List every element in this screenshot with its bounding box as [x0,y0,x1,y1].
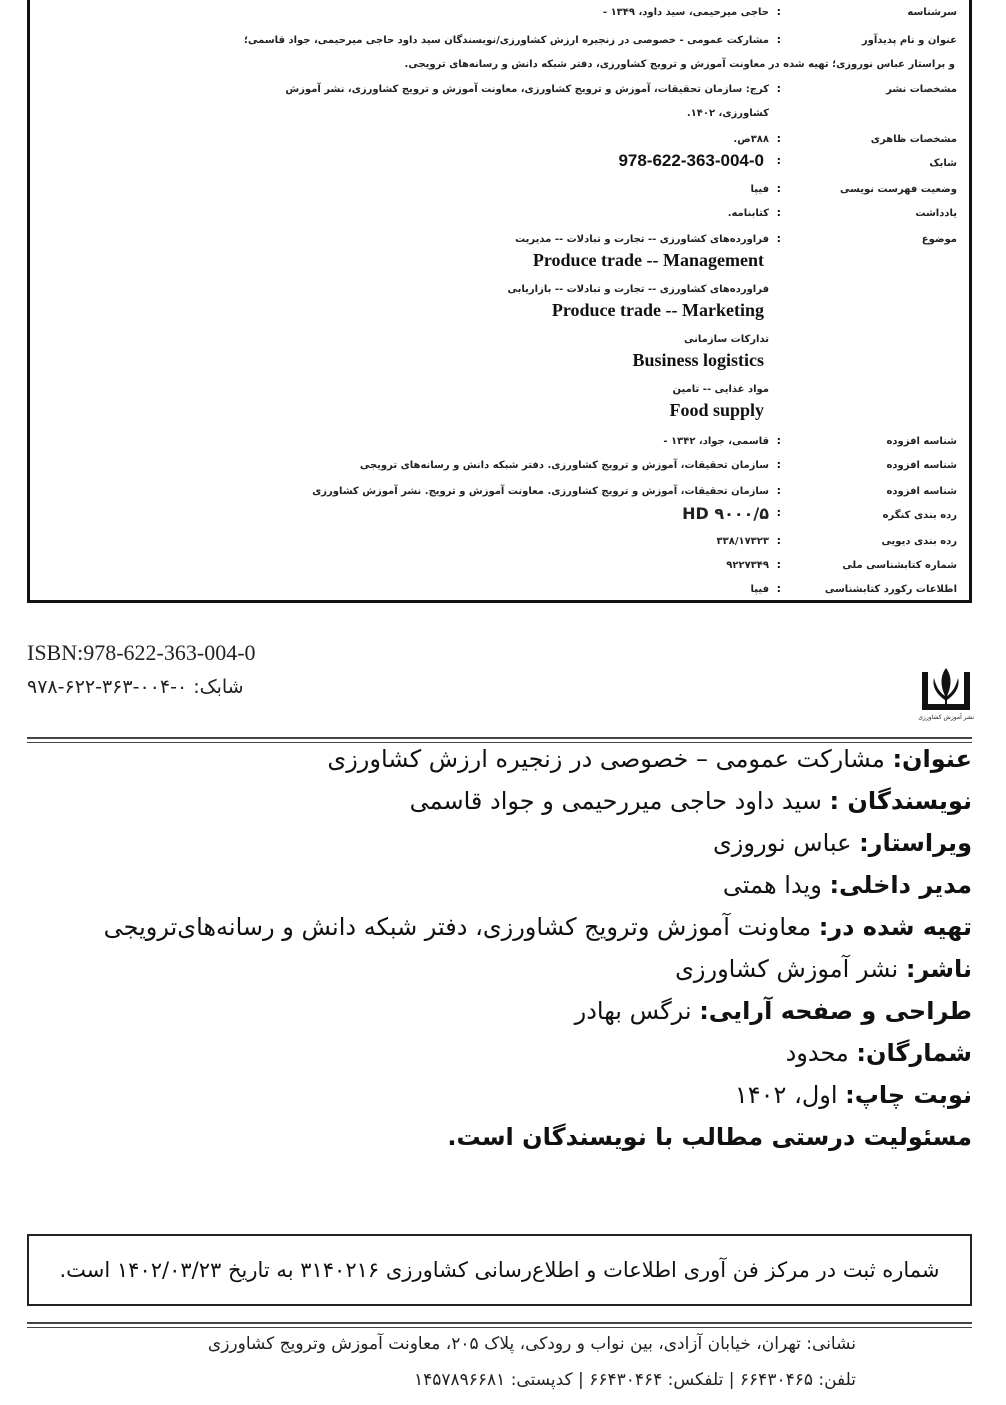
cip-label: رده بندی کنگره [882,510,957,521]
cip-label: مشخصات نشر [886,84,957,95]
credit-label: ناشر: [905,955,972,983]
credit-value: نرگس بهادر [574,997,700,1025]
credit-label: نوبت چاپ: [845,1081,972,1109]
cip-value: ۳۸۸ص. [733,134,769,145]
credit-label: طراحی و صفحه آرایی: [699,997,972,1025]
credit-line [42,906,972,948]
cip-label: شابک [929,158,957,169]
credit-label: مدیر داخلی: [829,871,972,899]
cip-colon: : [776,206,781,219]
responsibility-note: مسئولیت درستی مطالب با نویسندگان است. [447,1123,972,1151]
cip-value-continued: و براستار عباس نوروزی؛ تهیه شده در معاونت آموزش و ترویج کشاورزی، دفتر شبکه دانش و رسانه‌های ترویجی. [404,59,955,70]
footer-contact: تلفن: ۶۶۴۳۰۴۶۵ | تلفکس: ۶۶۴۳۰۴۶۴ | کدپستی: ۱۴۵۷۸۹۶۶۸۱ [413,1370,856,1390]
cip-label: سرشناسه [907,7,957,18]
cip-colon: : [776,232,781,245]
cip-colon: : [776,558,781,571]
cip-colon: : [776,132,781,145]
cip-latin-subject: Produce trade -- Marketing [551,300,764,320]
cip-colon: : [776,82,781,95]
cip-value: کتابنامه. [727,208,769,219]
cip-value-continued: کشاورزی، ۱۴۰۲. [686,108,769,119]
cip-colon: : [776,534,781,547]
cip-value: ۳۳۸/۱۷۳۲۳ [716,536,769,547]
cip-label: موضوع [921,234,957,245]
credit-line [42,864,972,906]
cip-value: سازمان تحقیقات، آموزش و ترویج کشاورزی. معاونت آموزش و ترویج. نشر آموزش کشاورزی [312,486,769,497]
cip-label: رده بندی دیویی [881,536,957,547]
cip-value: مشارکت عمومی - خصوصی در زنجیره ارزش کشاورزی/نویسندگان سید داود حاجی میرحیمی، جواد قاسمی؛ [244,35,769,46]
cip-value: فراورده‌های کشاورزی -- تجارت و تبادلات -- بازاریابی [507,284,769,295]
credit-line [42,1032,972,1074]
cip-value: فیپا [750,184,769,195]
isbn-persian: شابک: ۰-۰۰۴-۳۶۳-۶۲۲-۹۷۸ [27,676,244,698]
cip-colon: : [776,5,781,18]
cip-colon: : [776,484,781,497]
cip-colon: : [776,458,781,471]
credit-label: ویراستار: [859,829,972,857]
credit-label: شمارگان: [856,1039,972,1067]
cip-value: تدارکات سازمانی [684,334,769,345]
credit-label: تهیه شده در: [818,913,972,941]
cip-label: شناسه افزوده [886,460,957,471]
credit-value: اول، ۱۴۰۲ [734,1081,846,1109]
publisher-logo-caption: نشر آموزش کشاورزی [918,714,974,721]
cip-label: یادداشت [915,208,957,219]
isbn-latin: ISBN:978-622-363-004-0 [27,640,256,665]
credit-value: عباس نوروزی [713,829,860,857]
cip-label: شناسه افزوده [886,436,957,447]
cip-colon: : [776,182,781,195]
credit-value: نشر آموزش کشاورزی [675,955,906,983]
credit-label: نویسندگان : [829,787,972,815]
cip-label: مشخصات ظاهری [870,134,957,145]
cip-colon: : [776,33,781,46]
cip-label: اطلاعات رکورد کتابشناسی [824,584,957,595]
credit-value: ویدا همتی [722,871,830,899]
cip-label: شماره کتابشناسی ملی [842,560,957,571]
publisher-logo-icon [918,662,974,720]
credit-line [42,822,972,864]
credit-value: سید داود حاجی میررحیمی و جواد قاسمی [409,787,830,815]
cip-value: حاجی میرحیمی، سید داود، ۱۳۴۹ - [602,7,769,18]
credit-line [42,948,972,990]
cip-colon: : [776,434,781,447]
credit-value: معاونت آموزش وترویج کشاورزی، دفتر شبکه دانش و رسانه‌های‌ترویجی [103,913,819,941]
credit-line [42,1074,972,1116]
cip-value: کرج: سازمان تحقیقات، آموزش و ترویج کشاورزی، معاونت آموزش و ترویج کشاورزی، نشر آموزش [285,84,769,95]
cip-value: HD ۹۰۰۰/۵ [682,504,769,523]
credit-line [42,990,972,1032]
cip-latin-subject: Business logistics [632,350,764,370]
cip-value: فیپا [750,584,769,595]
footer-address: نشانی: تهران، خیابان آزادی، بین نواب و رودکی، پلاک ۲۰۵، معاونت آموزش وترویج کشاورزی [207,1334,856,1354]
cip-latin-subject: Produce trade -- Management [532,250,764,270]
cip-label: شناسه افزوده [886,486,957,497]
credit-line [42,780,972,822]
cip-label: وضعیت فهرست نویسی [839,184,957,195]
credits-block [42,738,972,1158]
cip-value: مواد غذایی -- تامین [672,384,769,395]
cip-value: سازمان تحقیقات، آموزش و ترویج کشاورزی. دفتر شبکه دانش و رسانه‌های ترویجی [359,460,769,471]
cip-colon: : [776,506,781,519]
cip-catalog-box [27,0,972,603]
credit-value: مشارکت عمومی – خصوصی در زنجیره ارزش کشاورزی [327,745,893,773]
cip-latin-subject: Food supply [669,400,764,420]
footer-divider [27,1322,972,1324]
registration-text: شماره ثبت در مرکز فن آوری اطلاعات و اطلاع‌رسانی کشاورزی ۳۱۴۰۲۱۶ به تاریخ ۱۴۰۲/۰۳/۲۳ است. [59,1258,940,1282]
cip-colon: : [776,582,781,595]
cip-label: عنوان و نام پدیدآور [861,35,957,46]
cip-colon: : [776,154,781,167]
credit-value: محدود [785,1039,857,1067]
cip-isbn-value: 978-622-363-004-0 [618,151,764,170]
registration-box [27,1234,972,1306]
cip-value: ۹۲۲۷۳۴۹ [726,560,769,571]
cip-value: قاسمی، جواد، ۱۳۴۲ - [663,436,769,447]
credit-label: عنوان: [892,745,972,773]
cip-value: فراورده‌های کشاورزی -- تجارت و تبادلات -- مدیریت [515,234,769,245]
credit-line [42,738,972,780]
